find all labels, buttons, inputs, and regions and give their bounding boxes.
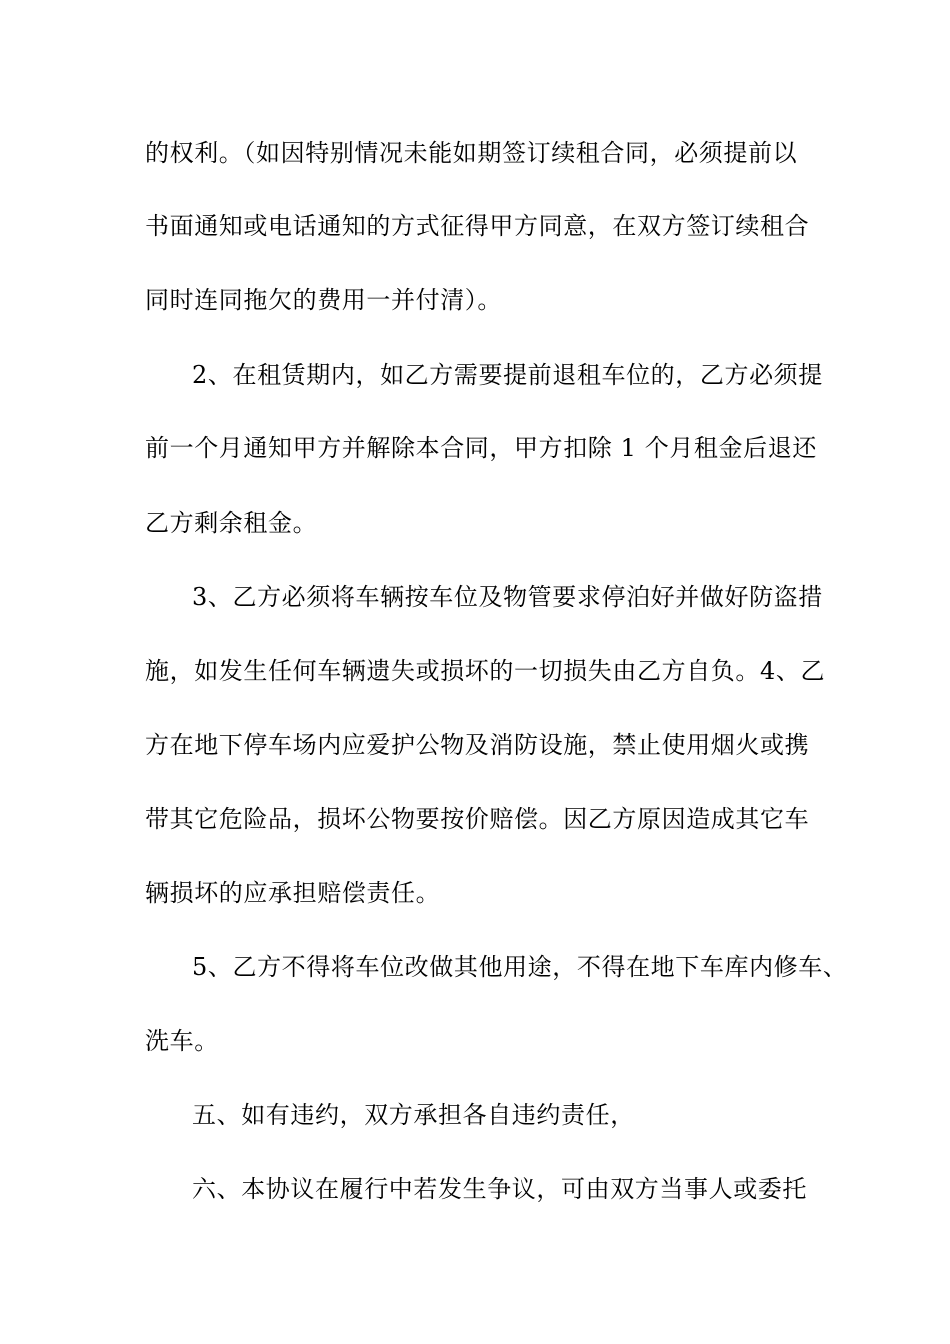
text-line: 带其它危险品，损坏公物要按价赔偿。因乙方原因造成其它车 <box>145 805 810 833</box>
text-line: 书面通知或电话通知的方式征得甲方同意，在双方签订续租合 <box>145 212 810 240</box>
text-line: 五、如有违约，双方承担各自违约责任， <box>192 1101 635 1129</box>
text-line: 5、乙方不得将车位改做其他用途，不得在地下车库内修车、 <box>192 953 848 981</box>
text-line: 前一个月通知甲方并解除本合同，甲方扣除 1 个月租金后退还 <box>145 434 817 462</box>
text-line: 乙方剩余租金。 <box>145 509 318 537</box>
text-line: 3、乙方必须将车辆按车位及物管要求停泊好并做好防盗措 <box>192 583 823 611</box>
text-line: 施，如发生任何车辆遗失或损坏的一切损失由乙方自负。4、乙 <box>145 657 826 685</box>
text-line: 2、在租赁期内，如乙方需要提前退租车位的，乙方必须提 <box>192 361 823 389</box>
text-line: 同时连同拖欠的费用一并付清）。 <box>145 286 502 314</box>
text-line: 辆损坏的应承担赔偿责任。 <box>145 879 441 907</box>
text-line: 的权利。（如因特别情况未能如期签订续租合同，必须提前以 <box>145 139 798 167</box>
text-line: 洗车。 <box>145 1027 219 1055</box>
text-line: 六、本协议在履行中若发生争议，可由双方当事人或委托 <box>192 1175 807 1203</box>
text-line: 方在地下停车场内应爱护公物及消防设施，禁止使用烟火或携 <box>145 731 810 759</box>
